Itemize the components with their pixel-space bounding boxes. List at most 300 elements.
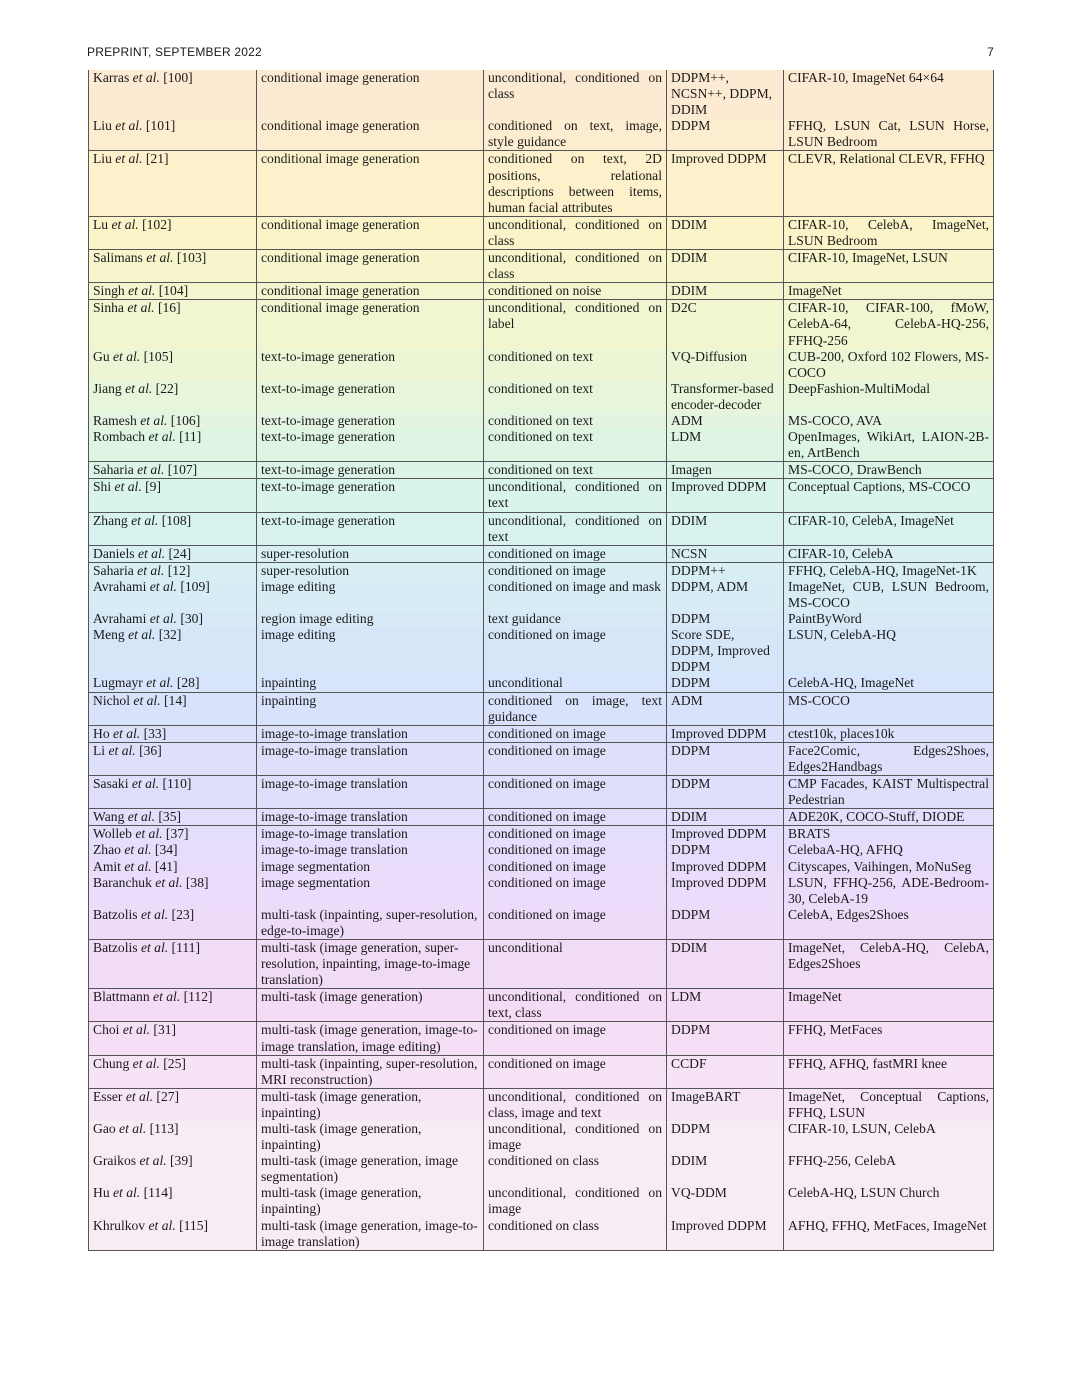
author-name: Singh: [93, 283, 129, 299]
et-al-mark: et al.: [146, 675, 174, 691]
et-al-mark: et al.: [113, 1185, 141, 1201]
paper-cell: [89, 627, 257, 675]
datasets-cell: CIFAR-10, LSUN, CelebA: [784, 1121, 994, 1153]
et-al-mark: et al.: [132, 1055, 160, 1071]
table-row: [89, 300, 994, 349]
et-al-mark: et al.: [115, 151, 143, 167]
datasets-cell: FFHQ-256, CelebA: [784, 1153, 994, 1185]
architecture-cell: DDPM: [667, 1022, 784, 1055]
table-row: [89, 381, 994, 413]
architecture-cell: NCSN: [667, 545, 784, 562]
architecture-cell: D2C: [667, 300, 784, 349]
reference-number: [22]: [152, 380, 179, 396]
paper-cell: [89, 300, 257, 349]
conditioning-cell: conditioned on text: [484, 413, 667, 429]
datasets-cell: ctest10k, places10k: [784, 725, 994, 742]
author-name: Lugmayr: [93, 675, 147, 691]
paper-cell: [89, 725, 257, 742]
reference-number: [101]: [142, 118, 176, 134]
conditioning-cell: conditioned on image: [484, 826, 667, 843]
architecture-cell: Improved DDPM: [667, 151, 784, 216]
architecture-cell: Improved DDPM: [667, 859, 784, 875]
datasets-cell: CIFAR-10, CelebA, ImageNet, LSUN Bedroom: [784, 216, 994, 249]
table-row: [89, 118, 994, 151]
task-cell: text-to-image generation: [257, 413, 484, 429]
conditioning-cell: unconditional, conditioned on image: [484, 1121, 667, 1153]
conditioning-cell: conditioned on image: [484, 859, 667, 875]
author-name: Liu: [93, 151, 116, 167]
task-cell: image segmentation: [257, 875, 484, 907]
author-name: Choi: [93, 1022, 123, 1038]
paper-cell: [89, 1153, 257, 1185]
conditioning-cell: conditioned on text: [484, 381, 667, 413]
datasets-cell: FFHQ, CelebA-HQ, ImageNet-1K: [784, 562, 994, 579]
conditioning-cell: unconditional, conditioned on class: [484, 250, 667, 283]
author-name: Wang: [93, 809, 128, 825]
datasets-cell: DeepFashion-MultiModal: [784, 381, 994, 413]
et-al-mark: et al.: [137, 462, 165, 478]
datasets-cell: CelebaA-HQ, AFHQ: [784, 842, 994, 858]
et-al-mark: et al.: [119, 1121, 147, 1136]
datasets-cell: ImageNet, CUB, LSUN Bedroom, MS-COCO: [784, 579, 994, 611]
reference-number: [36]: [135, 742, 162, 758]
author-name: Esser: [93, 1088, 126, 1104]
paper-cell: [89, 413, 257, 429]
et-al-mark: et al.: [133, 692, 161, 708]
author-name: Zhang: [93, 512, 132, 528]
et-al-mark: et al.: [114, 479, 142, 495]
datasets-cell: CIFAR-10, CelebA, ImageNet: [784, 512, 994, 545]
paper-cell: [89, 462, 257, 479]
task-cell: text-to-image generation: [257, 462, 484, 479]
reference-number: [23]: [168, 906, 195, 922]
reference-number: [106]: [167, 412, 201, 428]
architecture-cell: Improved DDPM: [667, 479, 784, 512]
task-cell: conditional image generation: [257, 250, 484, 283]
et-al-mark: et al.: [139, 1153, 167, 1169]
reference-number: [41]: [151, 858, 178, 874]
table-row: [89, 545, 994, 562]
architecture-cell: VQ-Diffusion: [667, 349, 784, 381]
paper-cell: [89, 512, 257, 545]
table-row: [89, 151, 994, 216]
table-row: [89, 859, 994, 875]
task-cell: text-to-image generation: [257, 349, 484, 381]
paper-cell: [89, 1022, 257, 1055]
paper-cell: [89, 989, 257, 1022]
architecture-cell: DDPM: [667, 842, 784, 858]
datasets-cell: CUB-200, Oxford 102 Flowers, MS-COCO: [784, 349, 994, 381]
et-al-mark: et al.: [137, 562, 165, 578]
task-cell: multi-task (image generation, image-to-image translation, image editing): [257, 1022, 484, 1055]
table-row: [89, 627, 994, 675]
datasets-cell: Cityscapes, Vaihingen, MoNuSeg: [784, 859, 994, 875]
et-al-mark: et al.: [128, 627, 156, 643]
paper-cell: [89, 809, 257, 826]
task-cell: image editing: [257, 627, 484, 675]
task-cell: image-to-image translation: [257, 776, 484, 809]
et-al-mark: et al.: [137, 545, 166, 561]
paper-cell: [89, 611, 257, 627]
task-cell: super-resolution: [257, 562, 484, 579]
datasets-cell: CelebA-HQ, LSUN Church: [784, 1185, 994, 1217]
paper-cell: [89, 875, 257, 907]
architecture-cell: DDPM: [667, 1121, 784, 1153]
paper-cell: [89, 545, 257, 562]
author-name: Avrahami: [93, 611, 150, 627]
page-header: [87, 45, 994, 63]
conditioning-cell: conditioned on text, image, style guidance: [484, 118, 667, 151]
paper-cell: [89, 1185, 257, 1217]
task-cell: inpainting: [257, 692, 484, 725]
et-al-mark: et al.: [124, 842, 152, 858]
architecture-cell: DDIM: [667, 216, 784, 249]
task-cell: multi-task (image generation): [257, 989, 484, 1022]
conditioning-cell: conditioned on text: [484, 462, 667, 479]
table-row: [89, 562, 994, 579]
datasets-cell: MS-COCO, AVA: [784, 413, 994, 429]
datasets-cell: CIFAR-10, CelebA: [784, 545, 994, 562]
reference-number: [33]: [140, 725, 167, 741]
reference-number: [113]: [146, 1121, 179, 1136]
page-number: 7: [987, 45, 994, 59]
conditioning-cell: conditioned on text: [484, 429, 667, 462]
task-cell: image-to-image translation: [257, 826, 484, 843]
datasets-cell: MS-COCO, DrawBench: [784, 462, 994, 479]
architecture-cell: DDIM: [667, 809, 784, 826]
task-cell: multi-task (inpainting, super-resolution, MRI reconstruction): [257, 1055, 484, 1088]
task-cell: conditional image generation: [257, 70, 484, 118]
table-row: [89, 413, 994, 429]
paper-cell: [89, 939, 257, 988]
author-name: Hu: [93, 1185, 114, 1201]
conditioning-cell: conditioned on image: [484, 1022, 667, 1055]
reference-number: [107]: [164, 462, 198, 478]
author-name: Ho: [93, 725, 114, 741]
et-al-mark: et al.: [113, 348, 141, 364]
conditioning-cell: conditioned on class: [484, 1153, 667, 1185]
author-name: Meng: [93, 627, 129, 643]
et-al-mark: et al.: [128, 283, 156, 299]
author-name: Chung: [93, 1055, 133, 1071]
et-al-mark: et al.: [131, 512, 159, 528]
task-cell: multi-task (image generation, image-to-image translation): [257, 1218, 484, 1251]
paper-cell: [89, 250, 257, 283]
task-cell: conditional image generation: [257, 151, 484, 216]
architecture-cell: VQ-DDM: [667, 1185, 784, 1217]
conditioning-cell: conditioned on image: [484, 842, 667, 858]
author-name: Batzolis: [93, 939, 141, 955]
table-row: [89, 611, 994, 627]
conditioning-cell: unconditional, conditioned on image: [484, 1185, 667, 1217]
conditioning-cell: conditioned on image: [484, 1055, 667, 1088]
architecture-cell: ADM: [667, 692, 784, 725]
reference-number: [21]: [142, 151, 169, 167]
table-row: [89, 742, 994, 775]
paper-cell: [89, 692, 257, 725]
reference-number: [31]: [150, 1022, 177, 1038]
architecture-cell: DDPM: [667, 907, 784, 940]
datasets-cell: FFHQ, MetFaces: [784, 1022, 994, 1055]
paper-cell: [89, 479, 257, 512]
architecture-cell: DDPM: [667, 742, 784, 775]
paper-cell: [89, 675, 257, 692]
reference-number: [27]: [153, 1088, 180, 1104]
paper-cell: [89, 842, 257, 858]
datasets-cell: CIFAR-10, ImageNet, LSUN: [784, 250, 994, 283]
paper-cell: [89, 118, 257, 151]
task-cell: image segmentation: [257, 859, 484, 875]
architecture-cell: DDIM: [667, 512, 784, 545]
conditioning-cell: unconditional, conditioned on class: [484, 216, 667, 249]
architecture-cell: DDIM: [667, 1153, 784, 1185]
conditioning-cell: unconditional, conditioned on class, image and text: [484, 1088, 667, 1121]
et-al-mark: et al.: [148, 1217, 176, 1233]
datasets-cell: OpenImages, WikiArt, LAION-2B-en, ArtBench: [784, 429, 994, 462]
datasets-cell: CIFAR-10, ImageNet 64×64: [784, 70, 994, 118]
conditioning-cell: conditioned on text, 2D positions, relational descriptions between items, human facial attributes: [484, 151, 667, 216]
reference-number: [112]: [180, 989, 213, 1005]
reference-number: [104]: [155, 283, 189, 299]
datasets-cell: FFHQ, LSUN Cat, LSUN Horse, LSUN Bedroom: [784, 118, 994, 151]
table-row: [89, 1055, 994, 1088]
architecture-cell: DDPM: [667, 776, 784, 809]
author-name: Ramesh: [93, 412, 141, 428]
et-al-mark: et al.: [148, 429, 176, 445]
paper-cell: [89, 907, 257, 940]
datasets-cell: LSUN, CelebA-HQ: [784, 627, 994, 675]
author-name: Baranchuk: [93, 874, 156, 890]
architecture-cell: Improved DDPM: [667, 826, 784, 843]
paper-cell: [89, 283, 257, 300]
architecture-cell: DDPM++: [667, 562, 784, 579]
architecture-cell: DDPM: [667, 611, 784, 627]
author-name: Avrahami: [93, 578, 150, 594]
datasets-cell: PaintByWord: [784, 611, 994, 627]
datasets-cell: ADE20K, COCO-Stuff, DIODE: [784, 809, 994, 826]
reference-number: [105]: [140, 348, 174, 364]
paper-cell: [89, 1121, 257, 1153]
conditioning-cell: unconditional, conditioned on text: [484, 479, 667, 512]
et-al-mark: et al.: [146, 250, 174, 266]
conditioning-cell: conditioned on noise: [484, 283, 667, 300]
paper-cell: [89, 579, 257, 611]
author-name: Lu: [93, 216, 112, 232]
datasets-cell: AFHQ, FFHQ, MetFaces, ImageNet: [784, 1218, 994, 1251]
conditioning-cell: conditioned on image: [484, 742, 667, 775]
et-al-mark: et al.: [115, 118, 143, 134]
et-al-mark: et al.: [149, 611, 177, 627]
table-row: [89, 725, 994, 742]
conditioning-cell: conditioned on image: [484, 907, 667, 940]
table-row: [89, 250, 994, 283]
reference-number: [114]: [140, 1185, 173, 1201]
architecture-cell: DDIM: [667, 283, 784, 300]
author-name: Rombach: [93, 429, 149, 445]
architecture-cell: DDIM: [667, 250, 784, 283]
table-row: [89, 842, 994, 858]
table-row: [89, 216, 994, 249]
conditioning-cell: conditioned on text: [484, 349, 667, 381]
reference-number: [35]: [154, 809, 182, 825]
task-cell: image-to-image translation: [257, 842, 484, 858]
architecture-cell: Improved DDPM: [667, 1218, 784, 1251]
task-cell: text-to-image generation: [257, 429, 484, 462]
conditioning-cell: unconditional, conditioned on text: [484, 512, 667, 545]
task-cell: multi-task (image generation, super-resolution, inpainting, image-to-image translation): [257, 939, 484, 988]
table-row: [89, 939, 994, 988]
author-name: Zhao: [93, 842, 125, 858]
architecture-cell: DDPM, ADM: [667, 579, 784, 611]
et-al-mark: et al.: [127, 809, 155, 825]
et-al-mark: et al.: [125, 380, 153, 396]
architecture-cell: DDIM: [667, 939, 784, 988]
task-cell: conditional image generation: [257, 283, 484, 300]
et-al-mark: et al.: [131, 776, 160, 792]
datasets-cell: ImageNet: [784, 989, 994, 1022]
task-cell: region image editing: [257, 611, 484, 627]
reference-number: [103]: [173, 250, 207, 266]
table-row: [89, 776, 994, 809]
table-row: [89, 1088, 994, 1121]
author-name: Blattmann: [93, 989, 154, 1005]
reference-number: [32]: [155, 627, 182, 643]
methods-table: [88, 70, 994, 1251]
architecture-cell: Imagen: [667, 462, 784, 479]
paper-cell: [89, 70, 257, 118]
datasets-cell: ImageNet, CelebA-HQ, CelebA, Edges2Shoes: [784, 939, 994, 988]
paper-cell: [89, 151, 257, 216]
author-name: Nichol: [93, 692, 134, 708]
author-name: Liu: [93, 118, 116, 134]
conditioning-cell: conditioned on image, text guidance: [484, 692, 667, 725]
et-al-mark: et al.: [153, 989, 181, 1005]
author-name: Karras: [93, 70, 133, 85]
reference-number: [11]: [175, 429, 202, 445]
architecture-cell: DDPM++, NCSN++, DDPM, DDIM: [667, 70, 784, 118]
conditioning-cell: conditioned on image: [484, 627, 667, 675]
table-row: [89, 1121, 994, 1153]
table-row: [89, 429, 994, 462]
conditioning-cell: conditioned on image: [484, 545, 667, 562]
architecture-cell: Improved DDPM: [667, 875, 784, 907]
conditioning-cell: conditioned on image: [484, 562, 667, 579]
task-cell: image editing: [257, 579, 484, 611]
et-al-mark: et al.: [108, 742, 136, 758]
author-name: Daniels: [93, 545, 138, 561]
architecture-cell: LDM: [667, 989, 784, 1022]
conditioning-cell: unconditional, conditioned on class: [484, 70, 667, 118]
datasets-cell: CelebA, Edges2Shoes: [784, 907, 994, 940]
table-row: [89, 809, 994, 826]
table-row: [89, 1185, 994, 1217]
reference-number: [34]: [151, 842, 178, 858]
datasets-cell: CIFAR-10, CIFAR-100, fMoW, CelebA-64, CelebA-HQ-256, FFHQ-256: [784, 300, 994, 349]
paper-cell: [89, 742, 257, 775]
task-cell: text-to-image generation: [257, 479, 484, 512]
paper-cell: [89, 1218, 257, 1251]
paper-cell: [89, 349, 257, 381]
architecture-cell: Transformer-based encoder-decoder: [667, 381, 784, 413]
task-cell: multi-task (image generation, inpainting): [257, 1185, 484, 1217]
table-row: [89, 462, 994, 479]
table-row: [89, 675, 994, 692]
task-cell: conditional image generation: [257, 300, 484, 349]
datasets-cell: CLEVR, Relational CLEVR, FFHQ: [784, 151, 994, 216]
author-name: Shi: [93, 479, 115, 495]
task-cell: text-to-image generation: [257, 381, 484, 413]
reference-number: [30]: [176, 611, 203, 627]
et-al-mark: et al.: [140, 906, 169, 922]
et-al-mark: et al.: [140, 939, 169, 955]
et-al-mark: et al.: [125, 1088, 154, 1104]
paper-cell: [89, 429, 257, 462]
task-cell: multi-task (image generation, inpainting): [257, 1088, 484, 1121]
conditioning-cell: conditioned on image and mask: [484, 579, 667, 611]
paper-cell: [89, 1088, 257, 1121]
architecture-cell: DDPM: [667, 675, 784, 692]
reference-number: [110]: [159, 776, 192, 792]
author-name: Graikos: [93, 1153, 140, 1169]
reference-number: [111]: [168, 939, 200, 955]
et-al-mark: et al.: [135, 826, 163, 842]
author-name: Saharia: [93, 562, 138, 578]
table-row: [89, 283, 994, 300]
task-cell: text-to-image generation: [257, 512, 484, 545]
table-row: [89, 1218, 994, 1251]
author-name: Wolleb: [93, 826, 136, 842]
paper-cell: [89, 216, 257, 249]
paper-cell: [89, 381, 257, 413]
datasets-cell: MS-COCO: [784, 692, 994, 725]
et-al-mark: et al.: [132, 70, 160, 85]
table-row: [89, 907, 994, 940]
datasets-cell: ImageNet: [784, 283, 994, 300]
reference-number: [37]: [162, 826, 189, 842]
reference-number: [115]: [175, 1217, 209, 1233]
table-row: [89, 479, 994, 512]
datasets-cell: LSUN, FFHQ-256, ADE-Bedroom-30, CelebA-19: [784, 875, 994, 907]
author-name: Gu: [93, 348, 114, 364]
table-row: [89, 579, 994, 611]
table-row: [89, 1022, 994, 1055]
paper-cell: [89, 1055, 257, 1088]
et-al-mark: et al.: [111, 216, 139, 232]
task-cell: super-resolution: [257, 545, 484, 562]
et-al-mark: et al.: [122, 1022, 151, 1038]
et-al-mark: et al.: [155, 874, 183, 890]
task-cell: multi-task (image generation, inpainting): [257, 1121, 484, 1153]
task-cell: multi-task (inpainting, super-resolution, edge-to-image): [257, 907, 484, 940]
reference-number: [16]: [154, 300, 181, 316]
task-cell: image-to-image translation: [257, 809, 484, 826]
paper-cell: [89, 859, 257, 875]
architecture-cell: LDM: [667, 429, 784, 462]
conditioning-cell: unconditional: [484, 939, 667, 988]
author-name: Amit: [93, 858, 125, 874]
architecture-cell: DDPM: [667, 118, 784, 151]
datasets-cell: Conceptual Captions, MS-COCO: [784, 479, 994, 512]
datasets-cell: Face2Comic, Edges2Shoes, Edges2Handbags: [784, 742, 994, 775]
architecture-cell: Score SDE, DDPM, Improved DDPM: [667, 627, 784, 675]
architecture-cell: Improved DDPM: [667, 725, 784, 742]
running-title: PREPRINT, SEPTEMBER 2022: [87, 45, 262, 59]
reference-number: [39]: [166, 1153, 193, 1169]
conditioning-cell: conditioned on image: [484, 809, 667, 826]
reference-number: [12]: [164, 562, 191, 578]
author-name: Sinha: [93, 300, 128, 316]
datasets-cell: FFHQ, AFHQ, fastMRI knee: [784, 1055, 994, 1088]
